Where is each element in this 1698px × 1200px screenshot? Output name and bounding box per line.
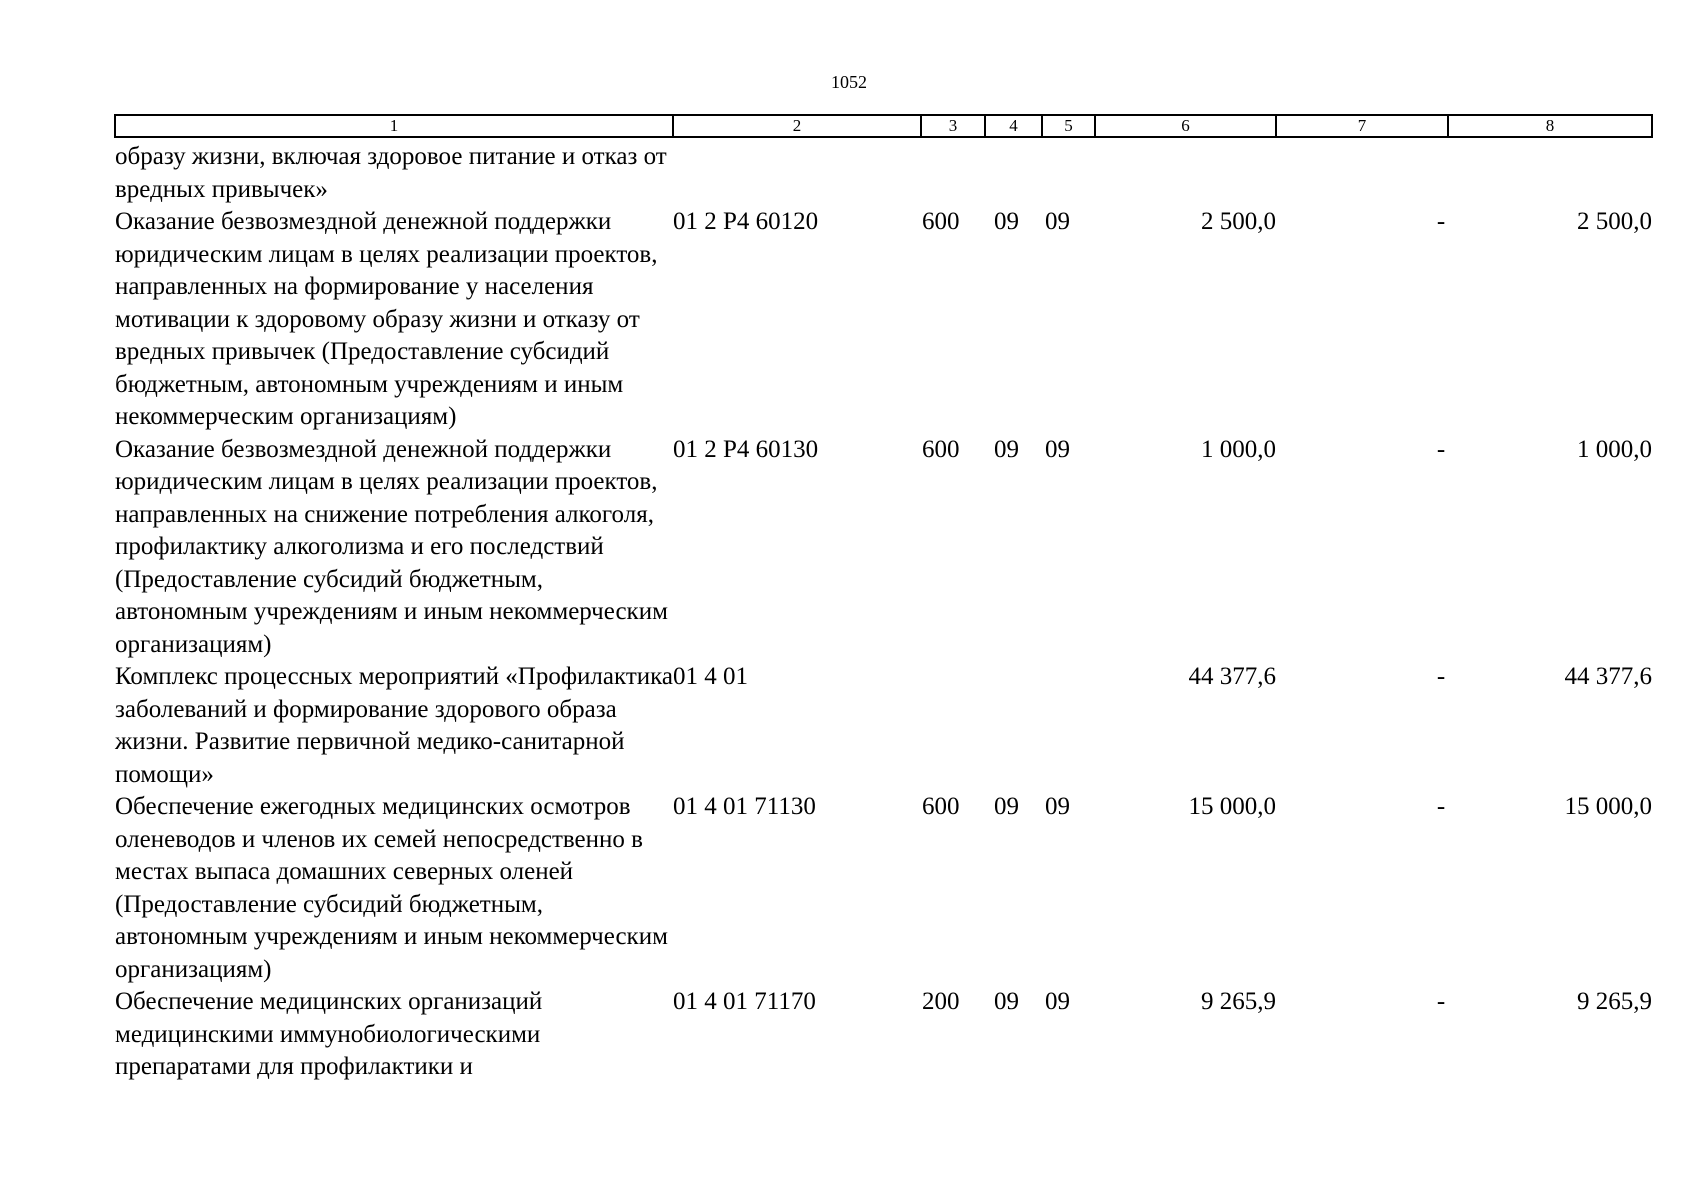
row-code: 01 2 Р4 60130 — [673, 435, 819, 463]
row-subsection: 09 — [1045, 988, 1070, 1015]
row-name: Обеспечение ежегодных медицинских осмотров оленеводов и членов их семей непосредственно в местах выпаса домашних северных оленей (Предоставление субсидий бюджетным, автономным учреждениям и иным некоммерческим организациям) — [115, 793, 668, 983]
row-change — [1276, 137, 1448, 206]
row-expense-type: 600 — [922, 435, 960, 463]
row-name: Оказание безвозмездной денежной поддержки юридическим лицам в целях реализации проектов, направленных на формирование у населения мотивации к здоровому образу жизни и отказу от вредных привычек (Предоставление субсидий бюджетным, автономным учреждениям и иным некоммерческим организациям) — [115, 208, 658, 430]
row-total — [1448, 137, 1652, 206]
header-col-2: 2 — [673, 115, 921, 137]
row-section — [985, 661, 1042, 791]
row-section: 09 — [994, 793, 1019, 820]
row-subsection: 09 — [1045, 435, 1070, 463]
row-expense-type — [921, 661, 985, 791]
row-subsection — [1042, 137, 1095, 206]
row-subsection: 09 — [1045, 793, 1070, 820]
row-change — [1276, 986, 1448, 1084]
row-change-value: - — [1436, 435, 1446, 463]
row-total: 1 000,0 — [1577, 435, 1652, 463]
row-code: 01 4 01 71170 — [673, 988, 816, 1015]
header-col-8: 8 — [1448, 115, 1652, 137]
row-amount: 1 000,0 — [1201, 435, 1276, 463]
row-change-value: - — [1436, 663, 1446, 690]
row-name: Комплекс процессных мероприятий «Профилактика заболеваний и формирование здорового образа жизни. Развитие первичной медико-санитарной помощи» — [115, 663, 673, 788]
header-row — [115, 115, 1652, 137]
row-code: 01 4 01 71130 — [673, 793, 816, 820]
table-row — [115, 206, 1652, 434]
row-section: 09 — [994, 988, 1019, 1015]
table-row — [115, 434, 1652, 662]
row-name: Обеспечение медицинских организаций медицинскими иммунобиологическими препаратами для профилактики и — [115, 988, 543, 1080]
row-amount: 44 377,6 — [1188, 663, 1276, 690]
row-subsection: 09 — [1045, 208, 1070, 235]
row-amount — [1095, 137, 1276, 206]
row-total: 15 000,0 — [1564, 793, 1652, 820]
row-change-value: - — [1436, 793, 1446, 820]
table-row — [115, 791, 1652, 986]
row-total: 2 500,0 — [1577, 208, 1652, 235]
row-expense-type — [921, 137, 985, 206]
row-amount: 15 000,0 — [1188, 793, 1276, 820]
row-change — [1276, 434, 1448, 662]
page-number: 1052 — [831, 72, 867, 92]
row-expense-type: 200 — [922, 988, 960, 1015]
row-amount: 9 265,9 — [1201, 988, 1276, 1015]
row-change — [1276, 661, 1448, 791]
table-row — [115, 137, 1652, 206]
row-amount: 2 500,0 — [1201, 208, 1276, 235]
row-name: Оказание безвозмездной денежной поддержки юридическим лицам в целях реализации проектов, направленных на снижение потребления алкоголя, профилактику алкоголизма и его последствий (Предоставление субсидий бюджетным, автономным учреждениям и иным некоммерческим организациям) — [115, 435, 668, 658]
row-expense-type: 600 — [922, 793, 960, 820]
table-header — [115, 115, 1652, 137]
row-total: 44 377,6 — [1564, 663, 1652, 690]
table-row — [115, 661, 1652, 791]
row-subsection — [1042, 661, 1095, 791]
header-col-1: 1 — [115, 115, 673, 137]
header-col-4: 4 — [985, 115, 1042, 137]
row-change — [1276, 206, 1448, 434]
row-expense-type: 600 — [922, 208, 960, 235]
row-name: образу жизни, включая здоровое питание и отказ от вредных привычек» — [115, 143, 667, 203]
header-col-3: 3 — [921, 115, 985, 137]
header-col-6: 6 — [1095, 115, 1276, 137]
row-section — [985, 137, 1042, 206]
header-col-7: 7 — [1276, 115, 1448, 137]
row-code: 01 2 Р4 60120 — [673, 208, 819, 235]
header-col-5: 5 — [1042, 115, 1095, 137]
row-total: 9 265,9 — [1577, 988, 1652, 1015]
row-change-value: - — [1436, 208, 1446, 235]
table-body — [115, 137, 1652, 1084]
table-row — [115, 986, 1652, 1084]
row-change-value: - — [1436, 988, 1446, 1015]
budget-table — [114, 114, 1653, 1084]
row-code — [673, 137, 921, 206]
row-change — [1276, 791, 1448, 986]
row-section: 09 — [994, 208, 1019, 235]
row-section: 09 — [994, 435, 1019, 463]
row-code: 01 4 01 — [673, 663, 748, 690]
